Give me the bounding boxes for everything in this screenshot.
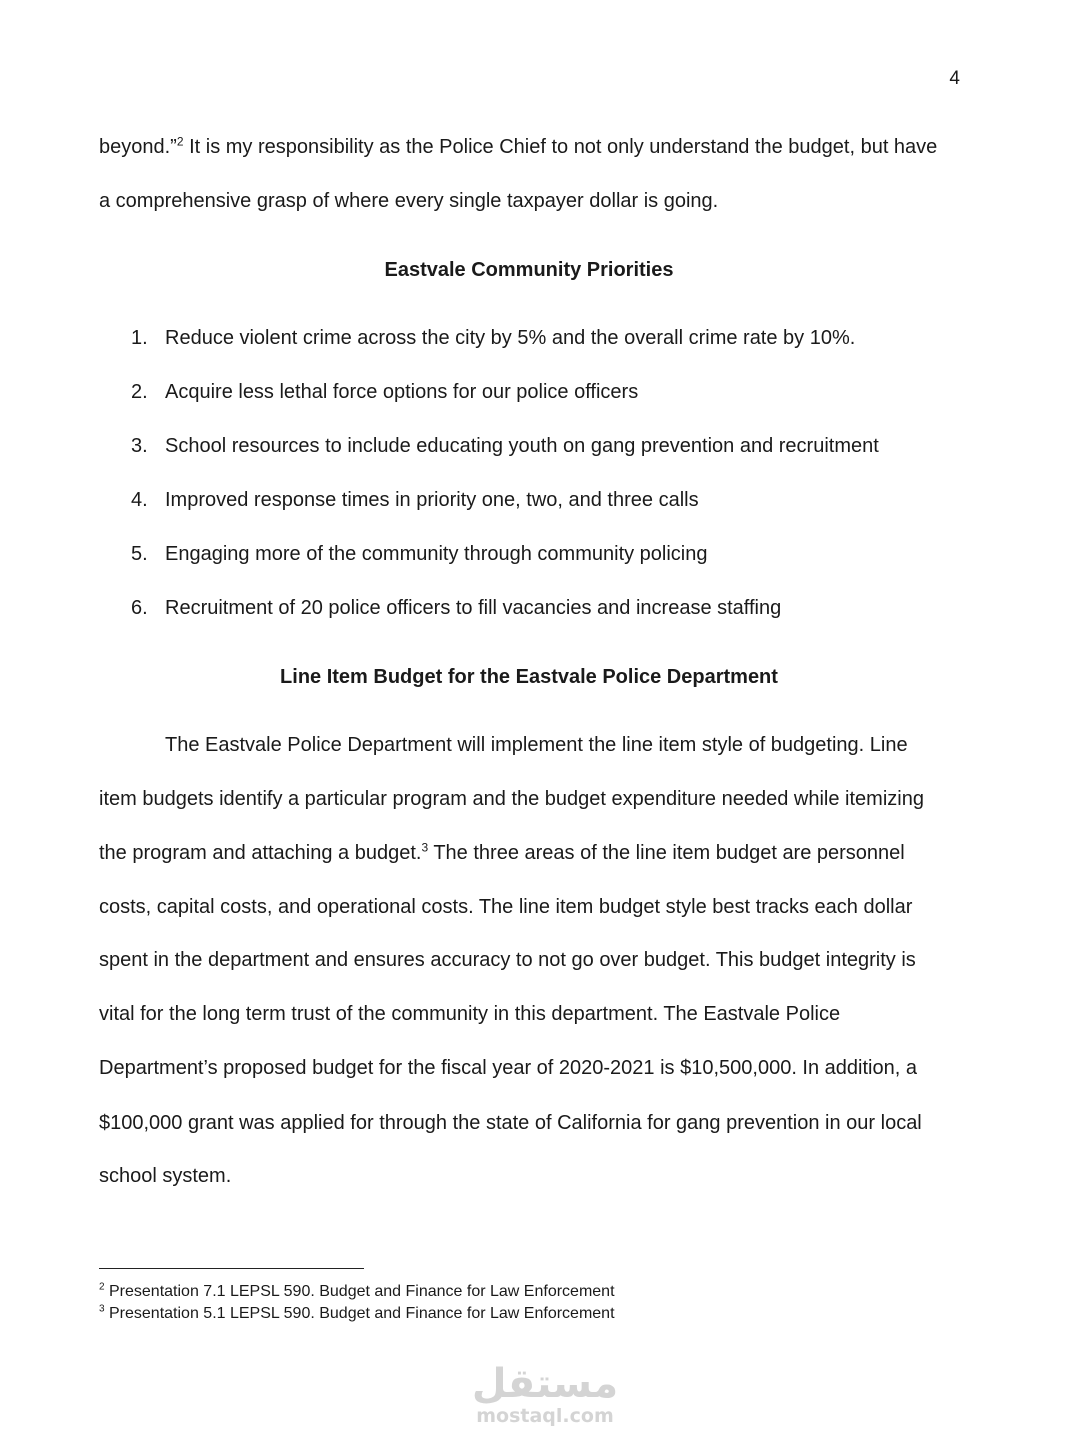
page-number: 4	[949, 68, 960, 89]
budget-line-2: item budgets identify a particular program and the budget expenditure needed while itemizing	[99, 788, 924, 810]
watermark-logo	[470, 1362, 620, 1426]
list-item	[131, 487, 699, 513]
intro-line-1	[99, 134, 937, 160]
footnote-3	[99, 1304, 615, 1324]
budget-line-4: costs, capital costs, and operational costs. The line item budget style best tracks each dollar	[99, 896, 913, 918]
watermark-arabic: مستقل	[471, 1361, 619, 1407]
budget-line-7: Department’s proposed budget for the fiscal year of 2020-2021 is $10,500,000. In addition, a	[99, 1057, 917, 1079]
list-text: Improved response times in priority one, two, and three calls	[165, 489, 699, 511]
footnote-number: 3	[99, 1303, 105, 1315]
priorities-heading: Eastvale Community Priorities	[384, 259, 674, 281]
list-text: Reduce violent crime across the city by 5% and the overall crime rate by 10%.	[165, 327, 856, 349]
list-number: 2.	[131, 381, 148, 403]
list-text: Recruitment of 20 police officers to fill vacancies and increase staffing	[165, 597, 782, 619]
budget-line-8: $100,000 grant was applied for through the state of California for gang prevention in our local	[99, 1112, 922, 1134]
list-item	[131, 433, 879, 459]
list-number: 3.	[131, 435, 148, 457]
footnote-ref-2[interactable]: 2	[176, 134, 184, 149]
footnote-number: 2	[99, 1281, 105, 1293]
footnote-ref-3[interactable]: 3	[421, 840, 429, 855]
list-item	[131, 595, 781, 621]
list-number: 5.	[131, 543, 148, 565]
budget-heading: Line Item Budget for the Eastvale Police Department	[280, 666, 778, 688]
budget-text: The three areas of the line item budget are personnel	[428, 842, 905, 864]
list-number: 6.	[131, 597, 148, 619]
watermark-latin: mostaql.com	[476, 1405, 614, 1427]
budget-line-1: The Eastvale Police Department will implement the line item style of budgeting. Line	[165, 734, 908, 756]
intro-text: It is my responsibility as the Police Chief to not only understand the budget, but have	[183, 136, 938, 158]
budget-line-6: vital for the long term trust of the community in this department. The Eastvale Police	[99, 1003, 841, 1025]
list-text: Engaging more of the community through community policing	[165, 543, 708, 565]
footnote-2	[99, 1282, 615, 1302]
list-number: 4.	[131, 489, 148, 511]
footnote-text: Presentation 5.1 LEPSL 590. Budget and Finance for Law Enforcement	[104, 1305, 615, 1322]
list-text: Acquire less lethal force options for our police officers	[165, 381, 639, 403]
list-item	[131, 541, 708, 567]
intro-text: beyond.”	[99, 136, 177, 158]
budget-line-5: spent in the department and ensures accuracy to not go over budget. This budget integrity is	[99, 949, 916, 971]
budget-line-3	[99, 840, 905, 866]
budget-line-9: school system.	[99, 1165, 232, 1187]
budget-text: the program and attaching a budget.	[99, 842, 422, 864]
list-item	[131, 325, 855, 351]
list-item	[131, 379, 638, 405]
list-number: 1.	[131, 327, 148, 349]
footnote-text: Presentation 7.1 LEPSL 590. Budget and Finance for Law Enforcement	[104, 1283, 615, 1300]
footnote-separator	[99, 1268, 364, 1269]
intro-line-2: a comprehensive grasp of where every single taxpayer dollar is going.	[99, 190, 719, 212]
list-text: School resources to include educating youth on gang prevention and recruitment	[165, 435, 879, 457]
